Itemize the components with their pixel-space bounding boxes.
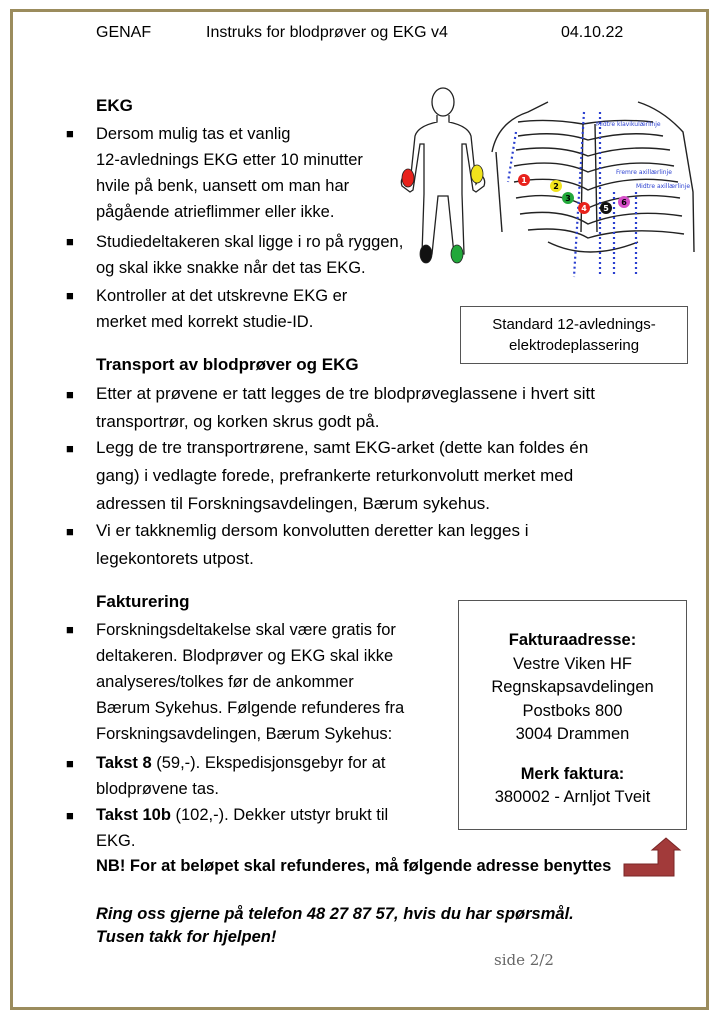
electrode-label-5: 5 bbox=[603, 204, 609, 213]
takst-8-item bbox=[96, 750, 386, 802]
caption-line: elektrodeplassering bbox=[508, 337, 640, 354]
text-line bbox=[96, 750, 386, 776]
address-line: Postboks 800 bbox=[522, 701, 623, 720]
electrode-green bbox=[451, 245, 463, 263]
text-line: deltakeren. Blodprøver og EKG skal ikke bbox=[96, 647, 394, 665]
transport-heading: Transport av blodprøver og EKG bbox=[96, 355, 359, 374]
text-line: pågående atrieflimmer eller ikke. bbox=[96, 203, 335, 221]
electrode-label-6: 6 bbox=[621, 198, 627, 207]
invoice-address-box bbox=[458, 600, 687, 830]
text-line: blodprøvene tas. bbox=[96, 780, 219, 798]
text-line: Vi er takknemlig dersom konvolutten deretter kan legges i bbox=[96, 521, 529, 540]
text-line: merket med korrekt studie-ID. bbox=[96, 313, 314, 331]
bullet-marker: ■ bbox=[66, 288, 74, 303]
electrode-black bbox=[420, 245, 432, 263]
bullet-marker: ■ bbox=[66, 524, 74, 539]
ekg-bullet-3 bbox=[96, 283, 347, 335]
chest-diagram bbox=[488, 92, 700, 292]
caption-line: Standard 12-avlednings- bbox=[492, 316, 656, 333]
address-line: Vestre Viken HF bbox=[513, 654, 632, 673]
bullet-marker: ■ bbox=[66, 234, 74, 249]
ekg-heading: EKG bbox=[96, 96, 133, 115]
text-line: og skal ikke snakke når det tas EKG. bbox=[96, 259, 366, 277]
bullet-marker: ■ bbox=[66, 756, 74, 771]
takst-10b-label: Takst 10b bbox=[96, 806, 171, 824]
text-line: EKG. bbox=[96, 832, 136, 850]
text-line: Dersom mulig tas et vanlig bbox=[96, 125, 291, 143]
closing-line: Ring oss gjerne på telefon 48 27 87 57, hvis du har spørsmål. bbox=[96, 905, 574, 923]
text-line: gang) i vedlagte forede, prefrankerte returkonvolutt merket med bbox=[96, 466, 574, 485]
transport-bullet-1 bbox=[96, 380, 595, 436]
takst-10b-text: (102,-). Dekker utstyr brukt til bbox=[170, 806, 389, 824]
nb-note: NB! For at beløpet skal refunderes, må følgende adresse benyttes bbox=[96, 857, 612, 875]
text-line: Legg de tre transportrørene, samt EKG-arket (dette kan foldes én bbox=[96, 438, 589, 457]
bullet-marker: ■ bbox=[66, 622, 74, 637]
address-line: 3004 Drammen bbox=[515, 725, 630, 743]
text-line: analyseres/tolkes før de ankommer bbox=[96, 673, 354, 691]
text-line: Etter at prøvene er tatt legges de tre blodprøveglassene i hvert sitt bbox=[96, 384, 595, 403]
line-label-1: Midtre klavikulærlinje bbox=[596, 121, 661, 128]
text-line: Bærum Sykehus. Følgende refunderes fra bbox=[96, 699, 405, 717]
electrode-label-1: 1 bbox=[521, 176, 527, 185]
text-line: hvile på benk, uansett om man har bbox=[96, 177, 350, 195]
body-figure-icon bbox=[388, 84, 498, 274]
text-line: Forskningsavdelingen, Bærum Sykehus: bbox=[96, 725, 393, 743]
closing-text bbox=[96, 903, 574, 949]
electrode-yellow bbox=[471, 165, 483, 183]
electrode-red bbox=[402, 169, 414, 187]
address-line: Regnskapsavdelingen bbox=[491, 678, 654, 696]
header-title: Instruks for blodprøver og EKG v4 bbox=[206, 24, 448, 41]
transport-bullet-2 bbox=[96, 434, 588, 518]
electrode-label-3: 3 bbox=[565, 194, 571, 203]
text-line: Forskningsdeltakelse skal være gratis for bbox=[96, 621, 396, 639]
bullet-marker: ■ bbox=[66, 387, 74, 402]
address-title: Fakturaadresse: bbox=[508, 631, 637, 649]
ekg-bullet-1 bbox=[96, 121, 363, 225]
line-label-2: Fremre axillærlinje bbox=[616, 169, 672, 176]
bullet-marker: ■ bbox=[66, 126, 74, 141]
mark-value: 380002 - Arnljot Tveit bbox=[494, 788, 651, 806]
fakturering-bullet-1 bbox=[96, 617, 404, 747]
transport-bullet-3 bbox=[96, 517, 528, 573]
text-line: adressen til Forskningsavdelingen, Bærum sykehus. bbox=[96, 494, 491, 513]
mark-title: Merk faktura: bbox=[520, 764, 625, 783]
takst-8-text: (59,-). Ekspedisjonsgebyr for at bbox=[151, 754, 386, 772]
header-date: 04.10.22 bbox=[561, 24, 624, 41]
text-line: Kontroller at det utskrevne EKG er bbox=[96, 287, 348, 305]
text-line bbox=[96, 802, 388, 828]
text-line: Studiedeltakeren skal ligge i ro på ryggen, bbox=[96, 233, 404, 251]
line-label-3: Midtre axillærlinje bbox=[636, 183, 691, 190]
bullet-marker: ■ bbox=[66, 441, 74, 456]
text-line: legekontorets utpost. bbox=[96, 549, 254, 568]
arrow-up-right-icon bbox=[622, 836, 686, 878]
diagram-caption-box bbox=[460, 306, 688, 364]
text-line: 12-avlednings EKG etter 10 minutter bbox=[96, 151, 363, 169]
fakturering-heading: Fakturering bbox=[96, 592, 190, 611]
text-line: transportrør, og korken skrus godt på. bbox=[96, 412, 380, 431]
takst-10b-item bbox=[96, 802, 388, 854]
electrode-label-2: 2 bbox=[553, 182, 559, 191]
page-number: side 2/2 bbox=[494, 951, 554, 969]
takst-8-label: Takst 8 bbox=[96, 754, 152, 772]
electrode-label-4: 4 bbox=[581, 204, 587, 213]
ekg-bullet-2 bbox=[96, 229, 403, 281]
bullet-marker: ■ bbox=[66, 808, 74, 823]
closing-line: Tusen takk for hjelpen! bbox=[96, 928, 277, 946]
header-org: GENAF bbox=[96, 24, 152, 41]
